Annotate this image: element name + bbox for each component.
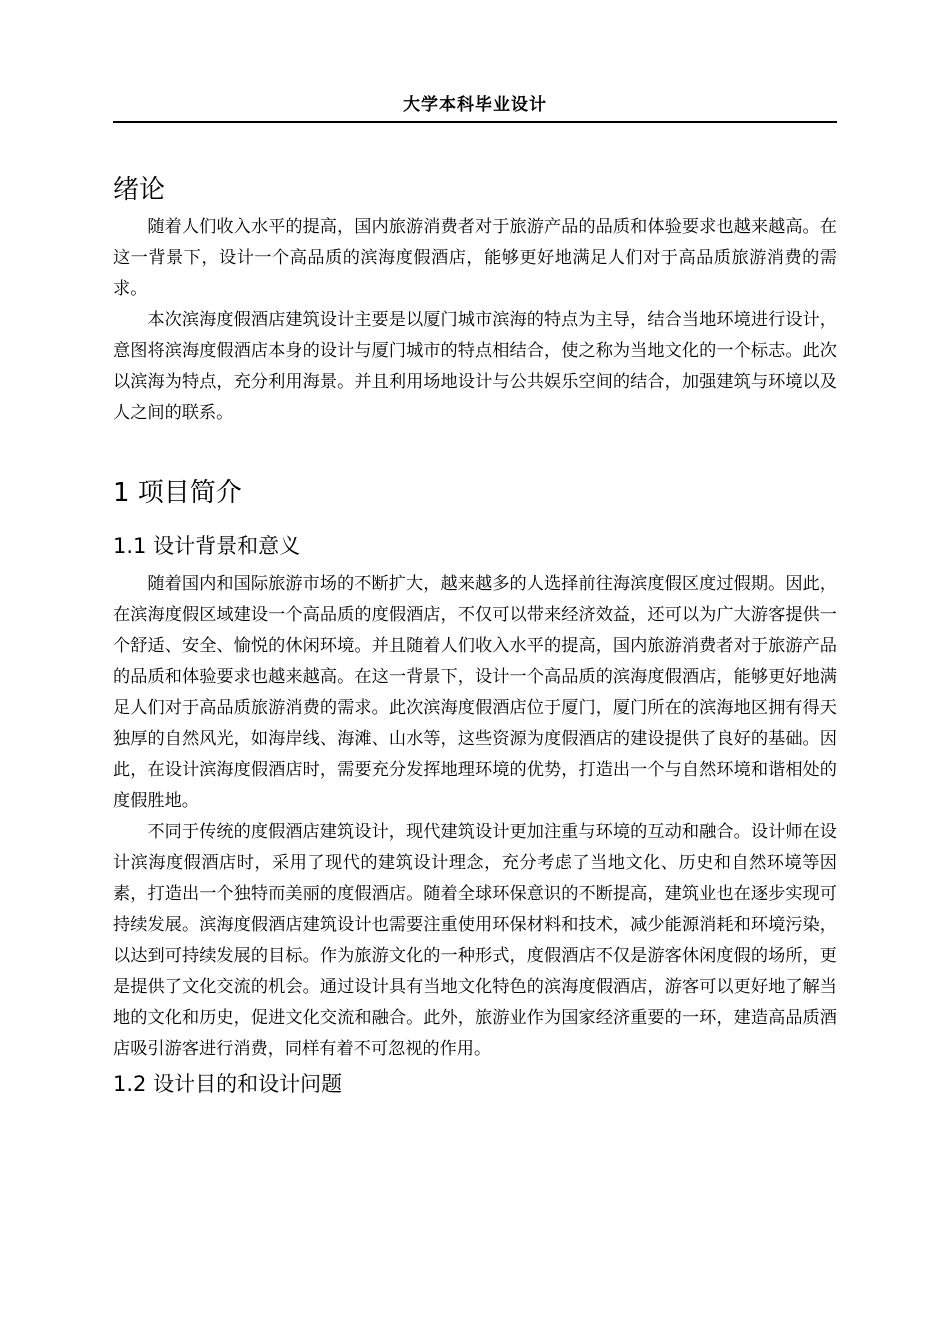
header-rule	[113, 121, 837, 123]
intro-heading: 绪论	[113, 175, 166, 205]
section-1-2-heading: 1.2 设计目的和设计问题	[113, 1072, 343, 1096]
intro-paragraph-1: 随着人们收入水平的提高，国内旅游消费者对于旅游产品的品质和体验要求也越来越高。在这一背景下，设计一个高品质的滨海度假酒店，能够更好地满足人们对于高品质旅游消费的需求。	[113, 217, 837, 299]
running-header: 大学本科毕业设计	[403, 95, 547, 115]
section-1-1-paragraph-1: 随着国内和国际旅游市场的不断扩大，越来越多的人选择前往海滨度假区度过假期。因此，在滨海度假区域建设一个高品质的度假酒店，不仅可以带来经济效益，还可以为广大游客提供一个舒适、安全、愉悦的休闲环境。并且随着人们收入水平的提高，国内旅游消费者对于旅游产品的品质和体验要求也越来越高。在这一背景下，设计一个高品质的滨海度假酒店，能够更好地满足人们对于高品质旅游消费的需求。此次滨海度假酒店位于厦门，厦门所在的滨海地区拥有得天独厚的自然风光，如海岸线、海滩、山水等，这些资源为度假酒店的建设提供了良好的基础。因此，在设计滨海度假酒店时，需要充分发挥地理环境的优势，打造出一个与自然环境和谐相处的度假胜地。	[113, 574, 837, 811]
section-1-1-paragraph-2: 不同于传统的度假酒店建筑设计，现代建筑设计更加注重与环境的互动和融合。设计师在设计滨海度假酒店时，采用了现代的建筑设计理念，充分考虑了当地文化、历史和自然环境等因素，打造出一个独特而美丽的度假酒店。随着全球环保意识的不断提高，建筑业也在逐步实现可持续发展。滨海度假酒店建筑设计也需要注重使用环保材料和技术，减少能源消耗和环境污染，以达到可持续发展的目标。作为旅游文化的一种形式，度假酒店不仅是游客休闲度假的场所，更是提供了文化交流的机会。通过设计具有当地文化特色的滨海度假酒店，游客可以更好地了解当地的文化和历史，促进文化交流和融合。此外，旅游业作为国家经济重要的一环，建造高品质酒店吸引游客进行消费，同样有着不可忽视的作用。	[113, 822, 837, 1059]
page-body	[113, 168, 837, 1099]
section-1-1-heading: 1.1 设计背景和意义	[113, 534, 301, 558]
chapter-1-heading: 1 项目简介	[113, 478, 242, 508]
intro-paragraph-2: 本次滨海度假酒店建筑设计主要是以厦门城市滨海的特点为主导，结合当地环境进行设计，意图将滨海度假酒店本身的设计与厦门城市的特点相结合，使之称为当地文化的一个标志。此次以滨海为特点，充分利用海景。并且利用场地设计与公共娱乐空间的结合，加强建筑与环境以及人之间的联系。	[113, 310, 837, 423]
